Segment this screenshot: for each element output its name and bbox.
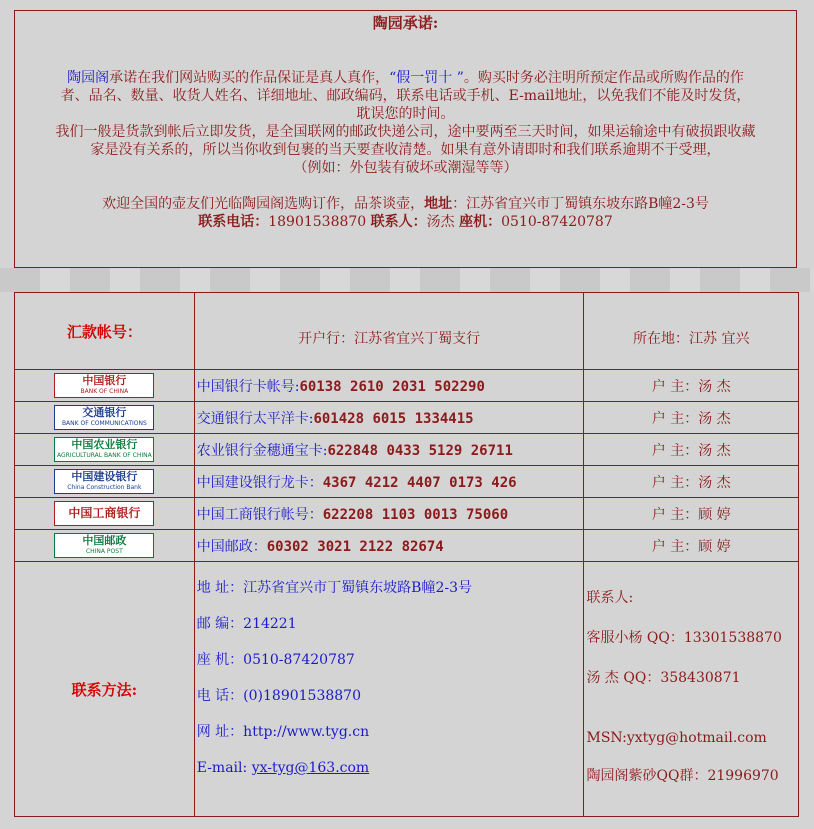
msn: MSN:yxtyg@hotmail.com xyxy=(586,730,767,746)
contact-postcode: 邮 编：214221 xyxy=(196,616,297,632)
bank-logo-icon xyxy=(54,469,154,494)
tangjie-qq: 汤 杰 QQ：358430871 xyxy=(586,670,741,686)
bank-location: 所在地：江苏 宜兴 xyxy=(633,331,750,347)
contact-section xyxy=(15,562,799,817)
bank-logo-text: 中国工商银行 xyxy=(68,506,141,520)
bank-row xyxy=(15,402,799,434)
account-number: 60302 3021 2122 82674 xyxy=(266,538,444,555)
contact-website xyxy=(197,714,584,750)
contact-people xyxy=(584,562,799,817)
contact-details xyxy=(194,562,584,817)
account-holder: 户 主：汤 杰 xyxy=(584,370,799,402)
bank-logo-icon xyxy=(54,373,154,398)
bank-logo-text: 中国建设银行 xyxy=(71,470,138,483)
bank-logo-text: 中国邮政 xyxy=(82,534,127,547)
bank-logo-icon xyxy=(54,533,154,558)
website-label: 网 址： xyxy=(196,724,244,740)
promise-body xyxy=(15,69,796,231)
contact-landline: 座 机：0510-87420787 xyxy=(196,652,355,668)
account-holder: 户 主：汤 杰 xyxy=(584,466,799,498)
phone-value: 18901538870 xyxy=(268,214,371,230)
account-label: 中国邮政： xyxy=(196,538,267,555)
promise-panel xyxy=(14,10,797,268)
email-link[interactable]: yx-tyg@163.com xyxy=(251,760,370,776)
account-number: 622208 1103 0013 75060 xyxy=(322,506,509,523)
contact-email xyxy=(197,750,584,786)
bank-logo-subtext: BANK OF CHINA xyxy=(80,388,129,395)
bank-logo-subtext: AGRICULTURAL BANK OF CHINA xyxy=(57,452,152,459)
bank-row xyxy=(15,466,799,498)
bank-logo-text: 中国农业银行 xyxy=(71,438,138,451)
bank-row xyxy=(15,370,799,402)
bank-logo-icon xyxy=(54,501,154,526)
account-holder: 户 主：顾 婷 xyxy=(584,498,799,530)
bank-logo-subtext: CHINA POST xyxy=(85,548,123,555)
decorative-band xyxy=(0,268,814,292)
bank-row xyxy=(15,434,799,466)
landline-value: 0510-87420787 xyxy=(501,214,613,230)
account-holder: 户 主：汤 杰 xyxy=(584,434,799,466)
website-link[interactable]: http://www.tyg.cn xyxy=(243,724,370,740)
bank-logo-text: 交通银行 xyxy=(82,406,127,419)
contact-phone: 电 话：(0)18901538870 xyxy=(196,688,361,704)
account-number: 60138 2610 2031 502290 xyxy=(299,378,485,395)
address-value: ：江苏省宜兴市丁蜀镇东坡东路B幢2-3号 xyxy=(452,196,709,212)
account-label: 交通银行太平洋卡: xyxy=(196,410,314,427)
promise-shipping: 我们一般是货款到帐后立即发货，是全国联网的邮政快递公司，途中要两至三天时间，如果运输途中有破损跟收藏家是没有关系的，所以当你收到包裹的当天要查收清楚。如果有意外请即时和我们联系逾期不于受理， xyxy=(55,124,756,158)
bank-table-header xyxy=(15,293,799,370)
bank-logo-icon xyxy=(54,437,154,462)
promise-line1-tail: 。购买时务必注明所预定作品或所购作品的作者、品名、数量、收货人姓名、详细地址、邮政编码，联系电话或手机、E-mail地址，以免我们不能及时发货，耽误您的时间。 xyxy=(60,70,751,122)
promise-line1: 承诺在我们网站购买的作品保证是真人真作， xyxy=(109,70,390,86)
email-label: E-mail: xyxy=(196,760,252,776)
account-label: 中国建设银行龙卡： xyxy=(196,474,323,491)
bank-logo-text: 中国银行 xyxy=(82,374,127,387)
bank-logo-subtext: China Construction Bank xyxy=(67,484,142,491)
account-holder: 户 主：顾 婷 xyxy=(584,530,799,562)
contact-address: 地 址：江苏省宜兴市丁蜀镇东坡路B幢2-3号 xyxy=(196,580,473,596)
bank-logo-subtext: BANK OF COMMUNICATIONS xyxy=(61,420,147,427)
bank-logo-icon xyxy=(54,405,154,430)
welcome-text: 欢迎全国的壶友们光临陶园阁选购订作，品茶谈壶， xyxy=(102,196,425,212)
account-label: 中国工商银行帐号： xyxy=(196,506,323,523)
bank-account-table xyxy=(14,292,799,817)
account-number: 4367 4212 4407 0173 426 xyxy=(322,474,517,491)
bank-row xyxy=(15,530,799,562)
account-label: 农业银行金穗通宝卡: xyxy=(196,442,328,459)
people-title: 联系人: xyxy=(586,590,634,606)
person-value: 汤杰 xyxy=(426,214,460,230)
account-holder: 户 主：汤 杰 xyxy=(584,402,799,434)
qq-group: 陶园阁紫砂QQ群：21996970 xyxy=(586,768,779,784)
account-label: 中国银行卡帐号: xyxy=(196,378,300,395)
brand-name: 陶园阁 xyxy=(67,70,110,86)
bank-row xyxy=(15,498,799,530)
account-number: 601428 6015 1334415 xyxy=(313,410,474,427)
remittance-label: 汇款帐号： xyxy=(66,322,142,341)
bank-of-deposit: 开户行：江苏省宜兴丁蜀支行 xyxy=(298,331,481,347)
address-label: 地址 xyxy=(424,196,453,212)
promise-title: 陶园承诺: xyxy=(372,14,439,32)
landline-label: 座机： xyxy=(459,214,502,230)
person-label: 联系人： xyxy=(370,214,427,230)
promise-quote: “假一罚十 ” xyxy=(389,70,464,86)
promise-example: （例如：外包装有破坏或潮湿等等） xyxy=(293,160,518,176)
contact-label: 联系方法: xyxy=(15,562,195,817)
service-qq: 客服小杨 QQ：13301538870 xyxy=(586,630,782,646)
phone-label: 联系电话： xyxy=(198,214,269,230)
account-number: 622848 0433 5129 26711 xyxy=(327,442,513,459)
